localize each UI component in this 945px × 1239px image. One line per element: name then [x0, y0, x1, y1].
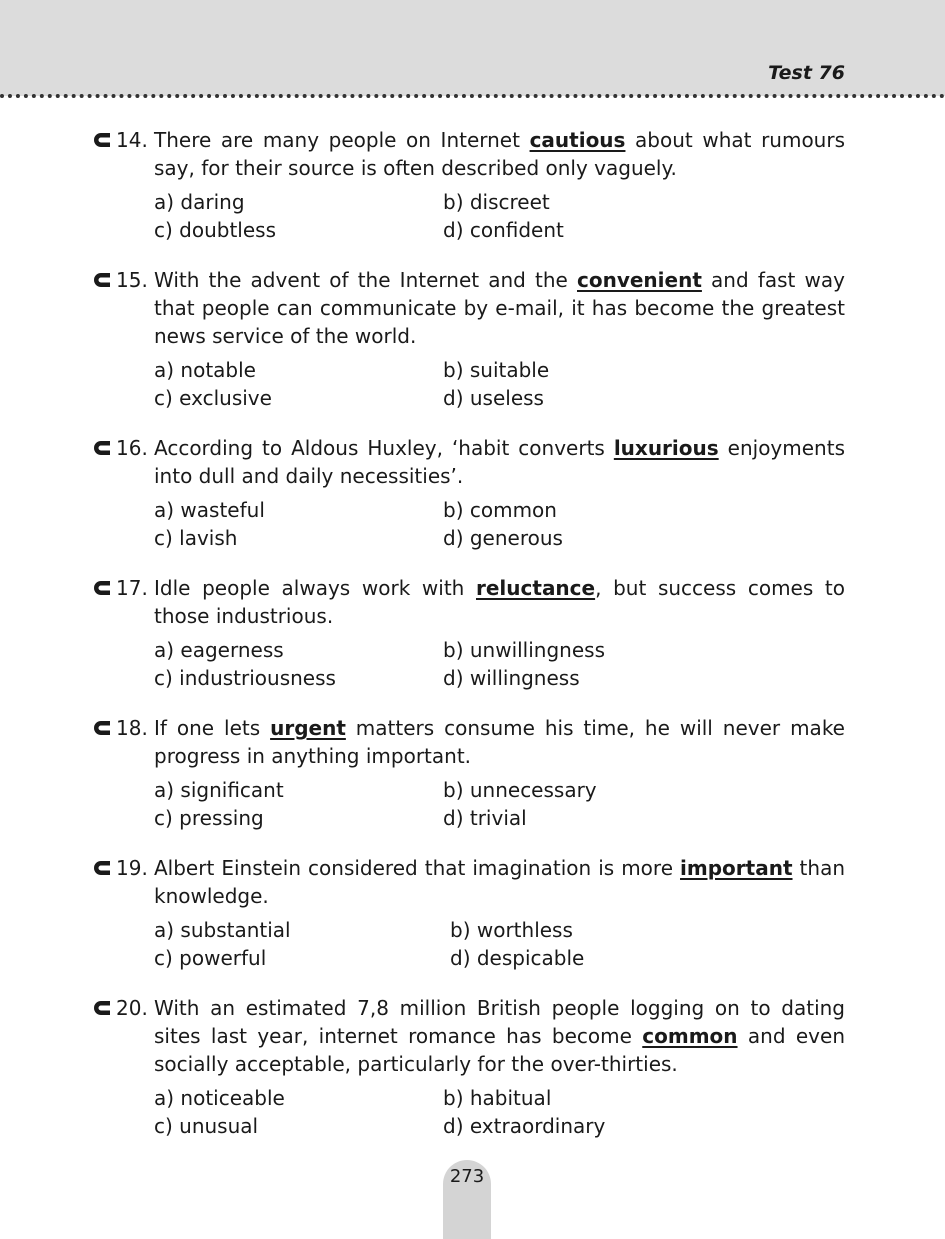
question-14: [90, 126, 845, 244]
keyword: luxurious: [613, 436, 719, 460]
arrow-bullet-icon: [90, 434, 116, 462]
question-stem: According to Aldous Huxley, ‘habit converts luxurious enjoyments into dull and daily necessities’.: [154, 436, 845, 488]
option-c: c) powerful: [154, 946, 267, 970]
page-number: 273: [449, 1166, 485, 1187]
question-number: 19.: [116, 856, 148, 880]
option-a: a) daring: [154, 190, 245, 214]
question-number: 17.: [116, 576, 148, 600]
option-a: a) noticeable: [154, 1086, 285, 1110]
keyword: convenient: [577, 268, 702, 292]
option-b: b) suitable: [443, 358, 550, 382]
test-label: Test 76: [768, 62, 845, 84]
question-stem: With an estimated 7,8 million British people logging on to dating sites last year, internet romance has become common and even socially acceptable, particularly for the over-thirties.: [154, 996, 845, 1076]
option-c: c) doubtless: [154, 218, 277, 242]
keyword: important: [680, 856, 793, 880]
option-c: c) lavish: [154, 526, 238, 550]
options: [154, 356, 845, 412]
question-list: [90, 126, 845, 1162]
option-b: b) unnecessary: [443, 778, 597, 802]
options: [154, 496, 845, 552]
page-header: [0, 0, 945, 96]
options: [154, 1084, 845, 1140]
option-d: d) despicable: [450, 946, 585, 970]
question-stem: Albert Einstein considered that imagination is more important than knowledge.: [154, 856, 845, 908]
keyword: cautious: [529, 128, 626, 152]
options: [154, 636, 845, 692]
option-a: a) eagerness: [154, 638, 284, 662]
option-b: b) discreet: [443, 190, 550, 214]
question-stem: Idle people always work with reluctance, but success comes to those industrious.: [154, 576, 846, 628]
option-b: b) worthless: [450, 918, 573, 942]
question-number: 20.: [116, 996, 148, 1020]
option-c: c) industriousness: [154, 666, 336, 690]
question-18: [90, 714, 845, 832]
question-number: 14.: [116, 128, 148, 152]
option-b: b) unwillingness: [443, 638, 605, 662]
question-stem: With the advent of the Internet and the convenient and fast way that people can communicate by e-mail, it has become the greatest news service of the world.: [154, 268, 845, 348]
keyword: urgent: [270, 716, 346, 740]
option-d: d) willingness: [443, 666, 580, 690]
option-c: c) exclusive: [154, 386, 272, 410]
arrow-bullet-icon: [90, 714, 116, 742]
arrow-bullet-icon: [90, 126, 116, 154]
option-a: a) significant: [154, 778, 284, 802]
question-stem: If one lets urgent matters consume his time, he will never make progress in anything important.: [154, 716, 845, 768]
question-15: [90, 266, 845, 412]
options: [154, 188, 845, 244]
arrow-bullet-icon: [90, 994, 116, 1022]
option-c: c) pressing: [154, 806, 264, 830]
options: [154, 916, 845, 972]
keyword: reluctance: [476, 576, 596, 600]
option-b: b) common: [443, 498, 557, 522]
option-d: d) trivial: [443, 806, 527, 830]
arrow-bullet-icon: [90, 266, 116, 294]
question-number: 18.: [116, 716, 148, 740]
options: [154, 776, 845, 832]
question-number: 15.: [116, 268, 148, 292]
option-d: d) extraordinary: [443, 1114, 606, 1138]
arrow-bullet-icon: [90, 854, 116, 882]
option-d: d) useless: [443, 386, 544, 410]
question-16: [90, 434, 845, 552]
option-a: a) substantial: [154, 918, 291, 942]
question-number: 16.: [116, 436, 148, 460]
option-d: d) generous: [443, 526, 563, 550]
option-d: d) confident: [443, 218, 564, 242]
option-a: a) notable: [154, 358, 256, 382]
question-17: [90, 574, 845, 692]
keyword: common: [642, 1024, 738, 1048]
dotted-divider: [0, 94, 945, 98]
option-a: a) wasteful: [154, 498, 265, 522]
option-b: b) habitual: [443, 1086, 552, 1110]
question-stem: There are many people on Internet cautious about what rumours say, for their source is often described only vaguely.: [154, 128, 845, 180]
question-20: [90, 994, 845, 1140]
arrow-bullet-icon: [90, 574, 116, 602]
question-19: [90, 854, 845, 972]
option-c: c) unusual: [154, 1114, 259, 1138]
